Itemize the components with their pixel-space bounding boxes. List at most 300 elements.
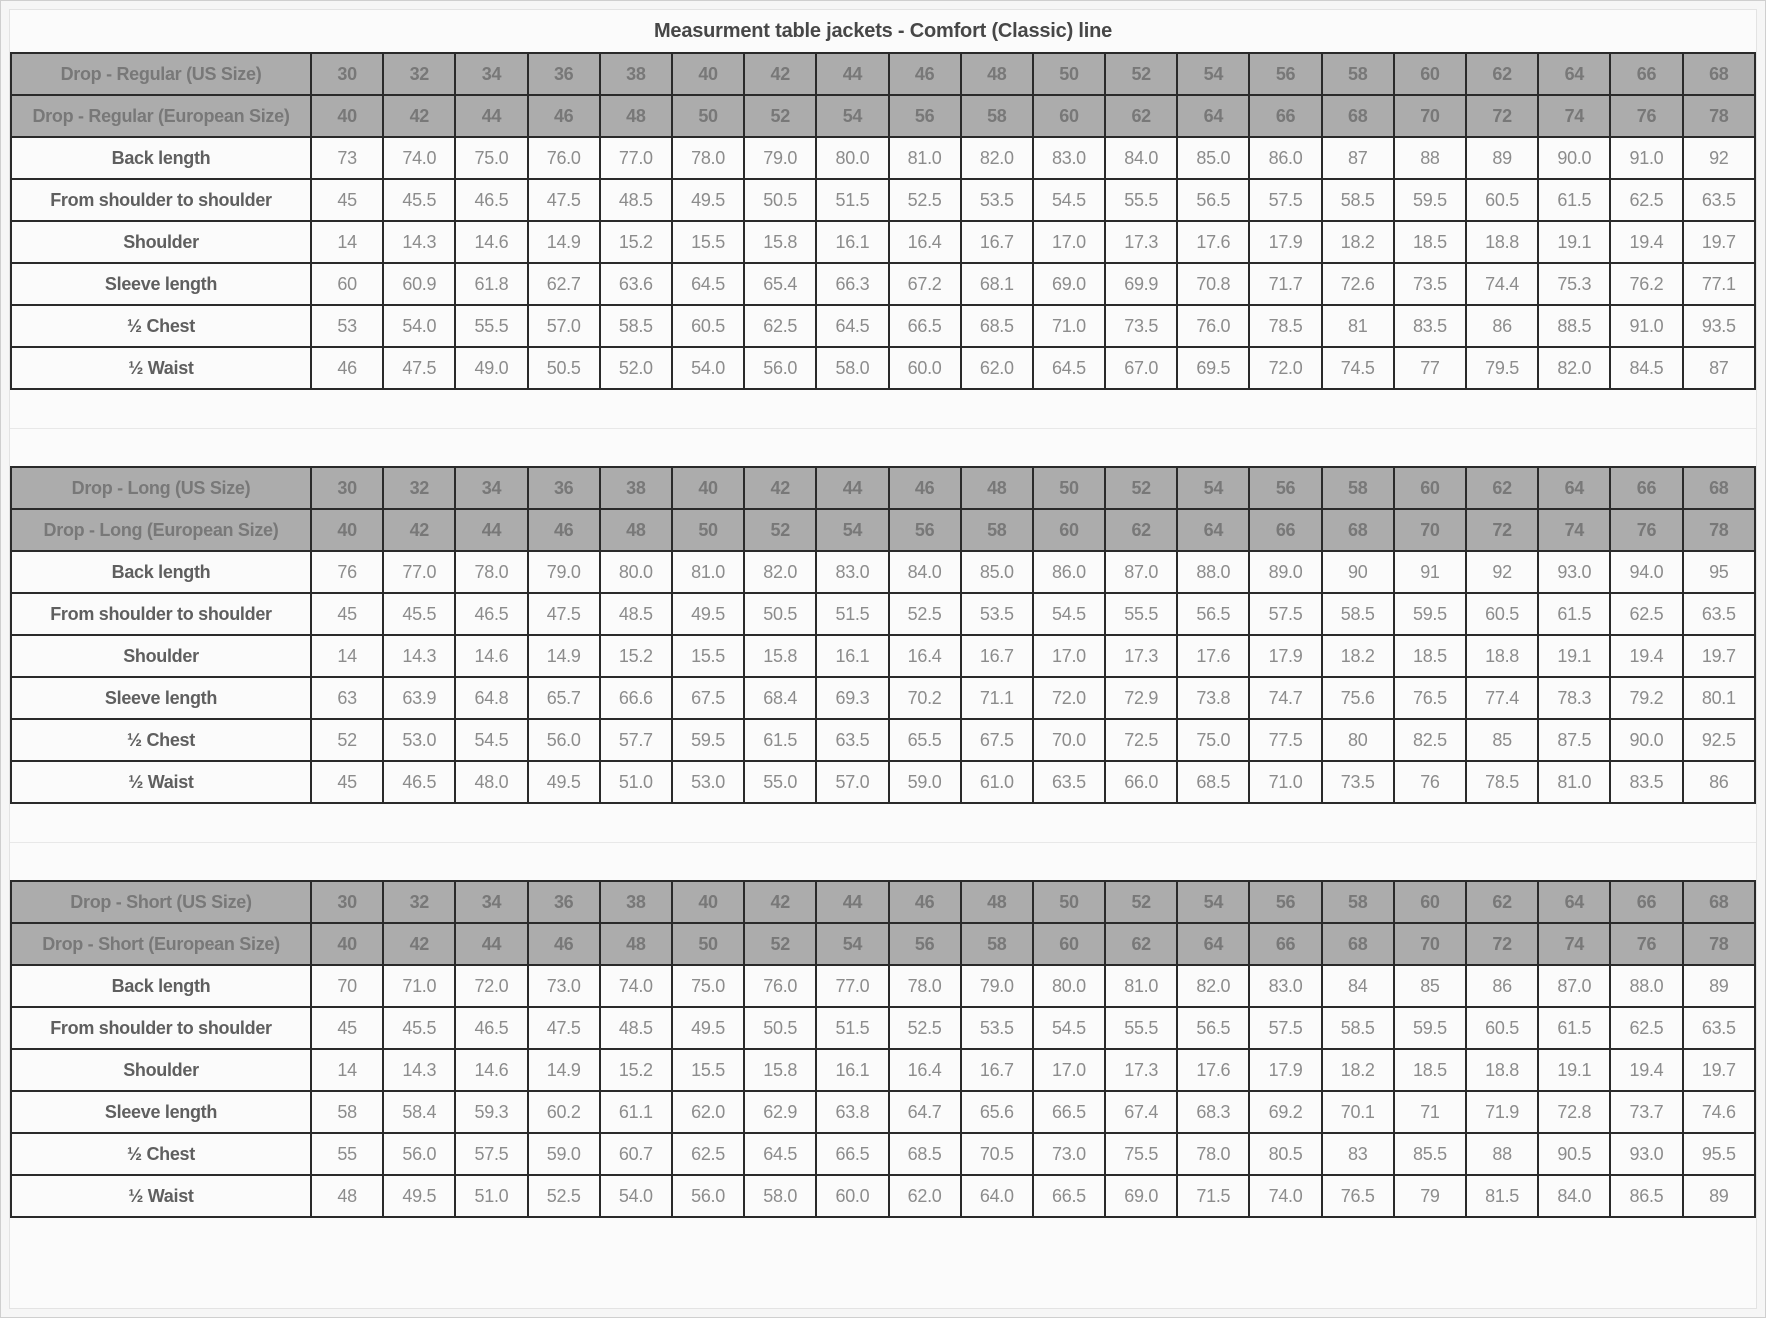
value-cell: 16.7 [961,221,1033,263]
measurement-row [11,1133,1755,1175]
value-cell: 49.5 [672,1007,744,1049]
size-cell: 44 [455,509,527,551]
size-cell: 46 [528,923,600,965]
size-cell: 40 [311,509,383,551]
value-cell: 17.9 [1249,635,1321,677]
size-cell: 38 [600,467,672,509]
measurement-row [11,1091,1755,1133]
value-cell: 15.8 [744,221,816,263]
value-cell: 67.5 [672,677,744,719]
value-cell: 60.7 [600,1133,672,1175]
value-cell: 91 [1394,551,1466,593]
value-cell: 54.5 [455,719,527,761]
value-cell: 15.5 [672,635,744,677]
value-cell: 56.5 [1177,179,1249,221]
value-cell: 86 [1466,965,1538,1007]
value-cell: 58 [311,1091,383,1133]
measurement-row-label: ½ Chest [11,719,311,761]
size-cell: 32 [383,881,455,923]
value-cell: 51.0 [600,761,672,803]
value-cell: 65.6 [961,1091,1033,1133]
value-cell: 57.5 [1249,593,1321,635]
value-cell: 63 [311,677,383,719]
value-cell: 57.7 [600,719,672,761]
size-cell: 30 [311,881,383,923]
value-cell: 67.0 [1105,347,1177,389]
size-cell: 48 [600,509,672,551]
size-cell: 62 [1466,467,1538,509]
value-cell: 58.5 [600,305,672,347]
value-cell: 64.0 [961,1175,1033,1217]
size-cell: 68 [1683,467,1755,509]
value-cell: 51.0 [455,1175,527,1217]
value-cell: 92 [1466,551,1538,593]
size-cell: 46 [889,53,961,95]
value-cell: 69.5 [1177,347,1249,389]
value-cell: 60.9 [383,263,455,305]
value-cell: 47.5 [528,593,600,635]
value-cell: 64.5 [1033,347,1105,389]
size-cell: 50 [672,509,744,551]
value-cell: 57.5 [1249,1007,1321,1049]
size-cell: 54 [1177,53,1249,95]
size-cell: 58 [961,923,1033,965]
size-cell: 50 [1033,881,1105,923]
value-cell: 17.0 [1033,635,1105,677]
value-cell: 71.7 [1249,263,1321,305]
value-cell: 76 [311,551,383,593]
value-cell: 17.0 [1033,221,1105,263]
value-cell: 86.5 [1610,1175,1682,1217]
value-cell: 72.9 [1105,677,1177,719]
value-cell: 47.5 [383,347,455,389]
size-cell: 40 [311,95,383,137]
value-cell: 64.5 [816,305,888,347]
value-cell: 83.0 [816,551,888,593]
value-cell: 80.1 [1683,677,1755,719]
value-cell: 62.7 [528,263,600,305]
value-cell: 52.5 [889,179,961,221]
value-cell: 52.0 [600,347,672,389]
value-cell: 46.5 [455,593,527,635]
value-cell: 49.0 [455,347,527,389]
size-cell: 64 [1538,467,1610,509]
value-cell: 61.8 [455,263,527,305]
size-cell: 46 [889,881,961,923]
value-cell: 75.0 [1177,719,1249,761]
size-cell: 56 [1249,881,1321,923]
value-cell: 14.9 [528,1049,600,1091]
size-cell: 66 [1610,53,1682,95]
size-cell: 40 [672,881,744,923]
size-cell: 42 [383,95,455,137]
value-cell: 83.0 [1033,137,1105,179]
size-cell: 76 [1610,509,1682,551]
value-cell: 48.5 [600,1007,672,1049]
value-cell: 47.5 [528,1007,600,1049]
size-cell: 68 [1322,95,1394,137]
size-cell: 66 [1249,95,1321,137]
value-cell: 56.0 [528,719,600,761]
size-cell: 52 [744,509,816,551]
size-cell: 78 [1683,923,1755,965]
size-header-row [11,923,1755,965]
value-cell: 61.5 [1538,1007,1610,1049]
value-cell: 19.4 [1610,1049,1682,1091]
value-cell: 54.5 [1033,1007,1105,1049]
value-cell: 84.0 [1105,137,1177,179]
value-cell: 16.1 [816,221,888,263]
size-cell: 70 [1394,923,1466,965]
value-cell: 76 [1394,761,1466,803]
value-cell: 74.0 [600,965,672,1007]
measurement-row-label: Back length [11,137,311,179]
value-cell: 71.0 [1249,761,1321,803]
value-cell: 54.0 [600,1175,672,1217]
value-cell: 94.0 [1610,551,1682,593]
value-cell: 16.4 [889,635,961,677]
eu-size-header-label: Drop - Regular (European Size) [11,95,311,137]
value-cell: 54.5 [1033,593,1105,635]
size-cell: 56 [889,923,961,965]
value-cell: 79.5 [1466,347,1538,389]
value-cell: 67.2 [889,263,961,305]
value-cell: 57.0 [816,761,888,803]
size-cell: 36 [528,881,600,923]
size-cell: 54 [1177,467,1249,509]
size-cell: 48 [961,53,1033,95]
size-header-row [11,467,1755,509]
value-cell: 79.0 [528,551,600,593]
size-cell: 66 [1249,509,1321,551]
eu-size-header-label: Drop - Short (European Size) [11,923,311,965]
measurement-row [11,551,1755,593]
value-cell: 80.0 [600,551,672,593]
value-cell: 93.5 [1683,305,1755,347]
value-cell: 50.5 [744,593,816,635]
value-cell: 62.0 [889,1175,961,1217]
value-cell: 17.6 [1177,1049,1249,1091]
size-cell: 34 [455,881,527,923]
value-cell: 51.5 [816,593,888,635]
value-cell: 18.8 [1466,1049,1538,1091]
section-gap [10,390,1756,466]
value-cell: 57.5 [455,1133,527,1175]
gap-divider-line [10,428,1756,429]
value-cell: 15.2 [600,635,672,677]
value-cell: 53.0 [672,761,744,803]
value-cell: 71.1 [961,677,1033,719]
value-cell: 52.5 [528,1175,600,1217]
value-cell: 70.2 [889,677,961,719]
size-cell: 64 [1538,53,1610,95]
size-cell: 58 [1322,881,1394,923]
value-cell: 68.5 [889,1133,961,1175]
value-cell: 62.5 [672,1133,744,1175]
value-cell: 68.4 [744,677,816,719]
value-cell: 19.1 [1538,1049,1610,1091]
value-cell: 66.6 [600,677,672,719]
value-cell: 85.0 [1177,137,1249,179]
size-cell: 74 [1538,95,1610,137]
value-cell: 78.5 [1249,305,1321,347]
size-cell: 76 [1610,923,1682,965]
value-cell: 64.8 [455,677,527,719]
measurement-row-label: Back length [11,965,311,1007]
value-cell: 72.5 [1105,719,1177,761]
value-cell: 85.5 [1394,1133,1466,1175]
value-cell: 18.2 [1322,1049,1394,1091]
value-cell: 49.5 [672,593,744,635]
value-cell: 64.5 [744,1133,816,1175]
size-cell: 38 [600,53,672,95]
value-cell: 87 [1322,137,1394,179]
value-cell: 54.5 [1033,179,1105,221]
value-cell: 87.0 [1105,551,1177,593]
value-cell: 45.5 [383,593,455,635]
value-cell: 85.0 [961,551,1033,593]
value-cell: 73.0 [528,965,600,1007]
value-cell: 18.5 [1394,221,1466,263]
value-cell: 85 [1466,719,1538,761]
size-cell: 44 [816,881,888,923]
value-cell: 75.0 [672,965,744,1007]
value-cell: 90.5 [1538,1133,1610,1175]
size-cell: 52 [1105,53,1177,95]
value-cell: 56.5 [1177,593,1249,635]
value-cell: 73.5 [1322,761,1394,803]
value-cell: 67.4 [1105,1091,1177,1133]
size-cell: 44 [455,95,527,137]
size-cell: 70 [1394,509,1466,551]
value-cell: 48.5 [600,179,672,221]
size-cell: 68 [1683,881,1755,923]
value-cell: 72.0 [455,965,527,1007]
value-cell: 52.5 [889,1007,961,1049]
size-cell: 52 [1105,881,1177,923]
value-cell: 50.5 [528,347,600,389]
value-cell: 68.5 [961,305,1033,347]
value-cell: 77.4 [1466,677,1538,719]
measurement-table-drop-short [10,880,1756,1218]
measurement-row-label: Shoulder [11,635,311,677]
value-cell: 45 [311,593,383,635]
value-cell: 88 [1466,1133,1538,1175]
value-cell: 82.0 [961,137,1033,179]
measurement-row [11,137,1755,179]
value-cell: 66.5 [816,1133,888,1175]
size-cell: 72 [1466,95,1538,137]
value-cell: 74.0 [1249,1175,1321,1217]
value-cell: 53.5 [961,179,1033,221]
size-cell: 56 [1249,53,1321,95]
size-cell: 58 [961,509,1033,551]
value-cell: 63.6 [600,263,672,305]
size-cell: 42 [744,467,816,509]
value-cell: 69.0 [1033,263,1105,305]
value-cell: 63.5 [816,719,888,761]
value-cell: 49.5 [672,179,744,221]
value-cell: 75.0 [455,137,527,179]
value-cell: 68.5 [1177,761,1249,803]
us-size-header-label: Drop - Regular (US Size) [11,53,311,95]
value-cell: 61.5 [1538,179,1610,221]
value-cell: 50.5 [744,1007,816,1049]
value-cell: 81 [1322,305,1394,347]
size-cell: 64 [1177,509,1249,551]
value-cell: 61.5 [1538,593,1610,635]
value-cell: 53.5 [961,1007,1033,1049]
size-cell: 42 [383,923,455,965]
value-cell: 61.1 [600,1091,672,1133]
value-cell: 52 [311,719,383,761]
measurement-row-label: Sleeve length [11,1091,311,1133]
value-cell: 58.5 [1322,593,1394,635]
measurement-row-label: ½ Chest [11,1133,311,1175]
value-cell: 46 [311,347,383,389]
size-cell: 30 [311,467,383,509]
measurement-table-drop-regular [10,52,1756,390]
value-cell: 79 [1394,1175,1466,1217]
value-cell: 80 [1322,719,1394,761]
size-cell: 56 [1249,467,1321,509]
value-cell: 73 [311,137,383,179]
measurement-table-drop-long [10,466,1756,804]
value-cell: 55.5 [1105,593,1177,635]
value-cell: 73.5 [1105,305,1177,347]
size-cell: 74 [1538,923,1610,965]
measurement-row-label: ½ Chest [11,305,311,347]
value-cell: 74.7 [1249,677,1321,719]
size-cell: 60 [1033,95,1105,137]
size-cell: 36 [528,467,600,509]
value-cell: 56.0 [383,1133,455,1175]
size-cell: 60 [1394,53,1466,95]
value-cell: 65.7 [528,677,600,719]
value-cell: 78.3 [1538,677,1610,719]
size-cell: 34 [455,53,527,95]
size-cell: 40 [311,923,383,965]
value-cell: 75.5 [1105,1133,1177,1175]
value-cell: 16.4 [889,1049,961,1091]
value-cell: 69.3 [816,677,888,719]
value-cell: 58.4 [383,1091,455,1133]
value-cell: 55.5 [1105,1007,1177,1049]
size-cell: 70 [1394,95,1466,137]
value-cell: 19.7 [1683,635,1755,677]
value-cell: 14.6 [455,221,527,263]
value-cell: 71.0 [383,965,455,1007]
value-cell: 73.8 [1177,677,1249,719]
value-cell: 15.5 [672,1049,744,1091]
value-cell: 83 [1322,1133,1394,1175]
size-cell: 34 [455,467,527,509]
value-cell: 45 [311,179,383,221]
measurement-row-label: From shoulder to shoulder [11,179,311,221]
value-cell: 61.0 [961,761,1033,803]
value-cell: 66.0 [1105,761,1177,803]
value-cell: 79.0 [961,965,1033,1007]
value-cell: 14 [311,221,383,263]
value-cell: 70.5 [961,1133,1033,1175]
value-cell: 79.2 [1610,677,1682,719]
value-cell: 61.5 [744,719,816,761]
value-cell: 63.8 [816,1091,888,1133]
size-cell: 48 [961,881,1033,923]
measurement-row [11,347,1755,389]
measurement-row-label: ½ Waist [11,761,311,803]
size-cell: 56 [889,95,961,137]
value-cell: 58.5 [1322,179,1394,221]
value-cell: 14.3 [383,635,455,677]
measurement-row [11,179,1755,221]
measurement-row-label: ½ Waist [11,1175,311,1217]
size-cell: 48 [600,95,672,137]
measurement-row [11,1007,1755,1049]
value-cell: 87.5 [1538,719,1610,761]
value-cell: 19.7 [1683,1049,1755,1091]
value-cell: 48 [311,1175,383,1217]
size-cell: 32 [383,53,455,95]
value-cell: 54.0 [672,347,744,389]
value-cell: 82.0 [1177,965,1249,1007]
value-cell: 18.2 [1322,221,1394,263]
value-cell: 46.5 [383,761,455,803]
value-cell: 59.0 [889,761,961,803]
value-cell: 76.0 [744,965,816,1007]
value-cell: 87 [1683,347,1755,389]
value-cell: 70.1 [1322,1091,1394,1133]
value-cell: 91.0 [1610,305,1682,347]
value-cell: 60.5 [1466,1007,1538,1049]
measurement-row-label: Shoulder [11,221,311,263]
value-cell: 89 [1683,1175,1755,1217]
value-cell: 76.0 [528,137,600,179]
value-cell: 86 [1683,761,1755,803]
measurement-row-label: From shoulder to shoulder [11,593,311,635]
value-cell: 14.9 [528,221,600,263]
measurement-row [11,1049,1755,1091]
size-cell: 50 [672,95,744,137]
size-cell: 46 [528,509,600,551]
value-cell: 74.5 [1322,347,1394,389]
size-cell: 50 [1033,467,1105,509]
value-cell: 53.5 [961,593,1033,635]
measurement-row [11,305,1755,347]
value-cell: 54.0 [383,305,455,347]
value-cell: 18.2 [1322,635,1394,677]
size-cell: 52 [744,923,816,965]
value-cell: 15.2 [600,1049,672,1091]
value-cell: 19.7 [1683,221,1755,263]
size-cell: 30 [311,53,383,95]
measurement-row-label: From shoulder to shoulder [11,1007,311,1049]
value-cell: 62.5 [1610,593,1682,635]
size-cell: 54 [816,923,888,965]
page-title: Measurment table jackets - Comfort (Classic) line [10,10,1756,52]
size-cell: 60 [1033,509,1105,551]
size-cell: 52 [1105,467,1177,509]
size-cell: 40 [672,53,744,95]
value-cell: 14.9 [528,635,600,677]
value-cell: 16.4 [889,221,961,263]
value-cell: 18.5 [1394,635,1466,677]
value-cell: 46.5 [455,1007,527,1049]
size-cell: 50 [1033,53,1105,95]
value-cell: 69.0 [1105,1175,1177,1217]
value-cell: 62.9 [744,1091,816,1133]
value-cell: 88.0 [1610,965,1682,1007]
